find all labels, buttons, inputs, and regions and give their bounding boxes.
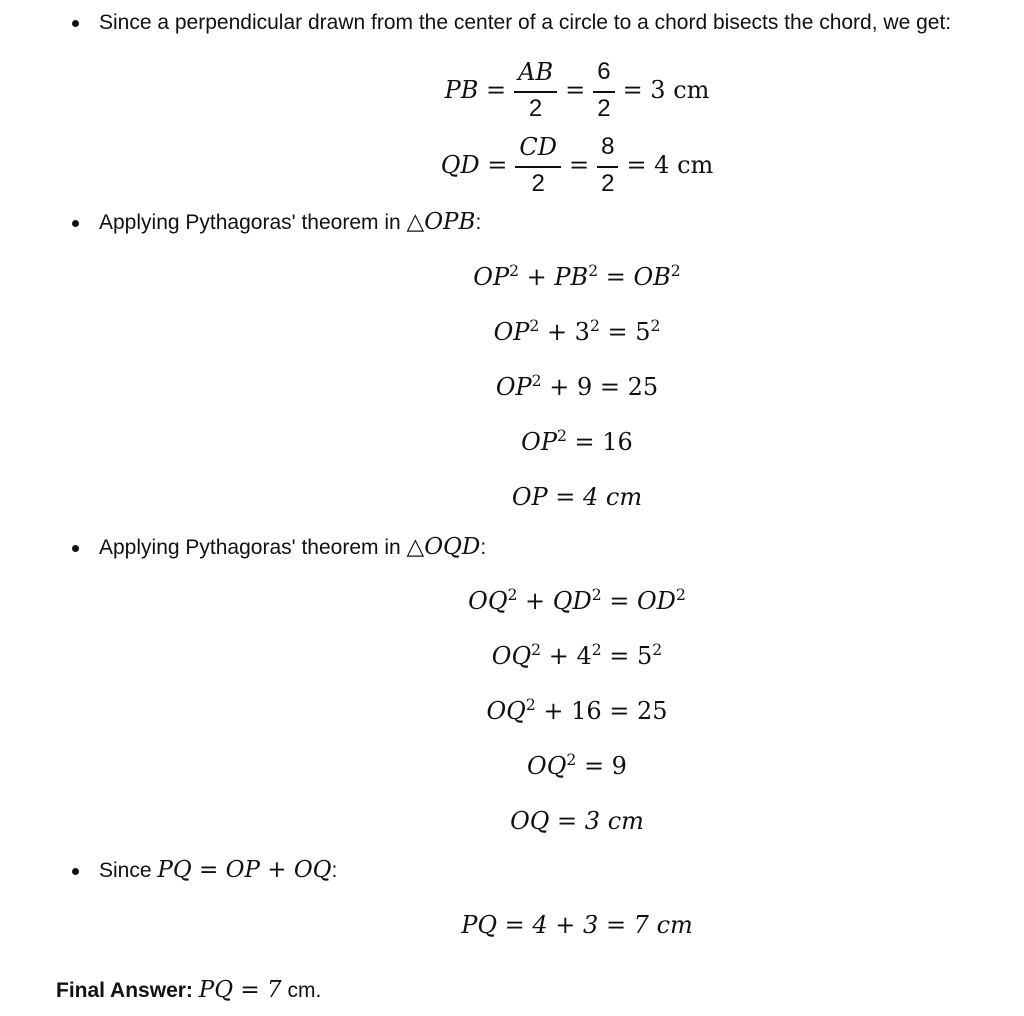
qd-result: = 4 cm	[626, 151, 714, 180]
pb-result: = 3 cm	[622, 76, 710, 105]
pq-sum-expression: PQ = OP + OQ	[157, 857, 332, 883]
bullet-text-3: Applying Pythagoras' theorem in △OQD:	[99, 534, 487, 560]
oqd-step-5: OQ = 3 cm	[510, 807, 644, 835]
opb-step-1: $OP^2 + PB^2 = OB^2$	[473, 262, 681, 291]
bullet-point-2	[72, 220, 79, 227]
ab-over-2-fraction: $\frac{AB}{2}$	[514, 60, 557, 121]
8-over-2-fraction: $\frac{8}{2}$	[597, 135, 618, 196]
oqd-step-2: $OQ^2 + 4^2 = 5^2$	[491, 641, 663, 670]
qd-equation: QD = $\frac{CD}{2}$ = $\frac{8}{2}$ = 4 cm	[440, 133, 714, 197]
bullet-point-3	[72, 545, 79, 552]
opb-step-3: $OP^2 + 9 = 25$	[495, 372, 659, 401]
qd-lhs: QD =	[440, 151, 508, 180]
bullet-text-2: Applying Pythagoras' theorem in △OPB:	[99, 209, 482, 235]
triangle-opb: △OPB	[406, 209, 476, 235]
cd-over-2-fraction: $\frac{CD}{2}$	[515, 135, 561, 196]
bullet-point-1	[72, 20, 79, 27]
final-answer-math: PQ = 7	[198, 977, 282, 1003]
pb-equation: PB = $\frac{AB}{2}$ = $\frac{6}{2}$ = 3 cm	[444, 58, 710, 122]
final-answer: Final Answer: PQ = 7 cm.	[56, 977, 322, 1003]
final-answer-label: Final Answer:	[56, 979, 193, 1002]
triangle-oqd: △OQD	[406, 534, 481, 560]
opb-step-4: $OP^2 = 16$	[521, 427, 633, 456]
6-over-2-fraction: $\frac{6}{2}$	[593, 60, 614, 121]
oqd-step-3: $OQ^2 + 16 = 25$	[486, 696, 668, 725]
bullet-point-4	[72, 868, 79, 875]
pb-lhs: PB =	[444, 76, 507, 105]
oqd-step-1: $OQ^2 + QD^2 = OD^2$	[468, 586, 686, 615]
bullet-text-1: Since a perpendicular drawn from the center of a circle to a chord bisects the chord, we get:	[99, 11, 952, 34]
bullet-text-4: Since PQ = OP + OQ:	[99, 857, 338, 883]
opb-step-2: $OP^2 + 3^2 = 5^2$	[493, 317, 661, 346]
opb-step-5: OP = 4 cm	[511, 483, 643, 511]
pq-result: PQ = 4 + 3 = 7 cm	[461, 911, 693, 939]
oqd-step-4: $OQ^2 = 9$	[527, 751, 627, 780]
